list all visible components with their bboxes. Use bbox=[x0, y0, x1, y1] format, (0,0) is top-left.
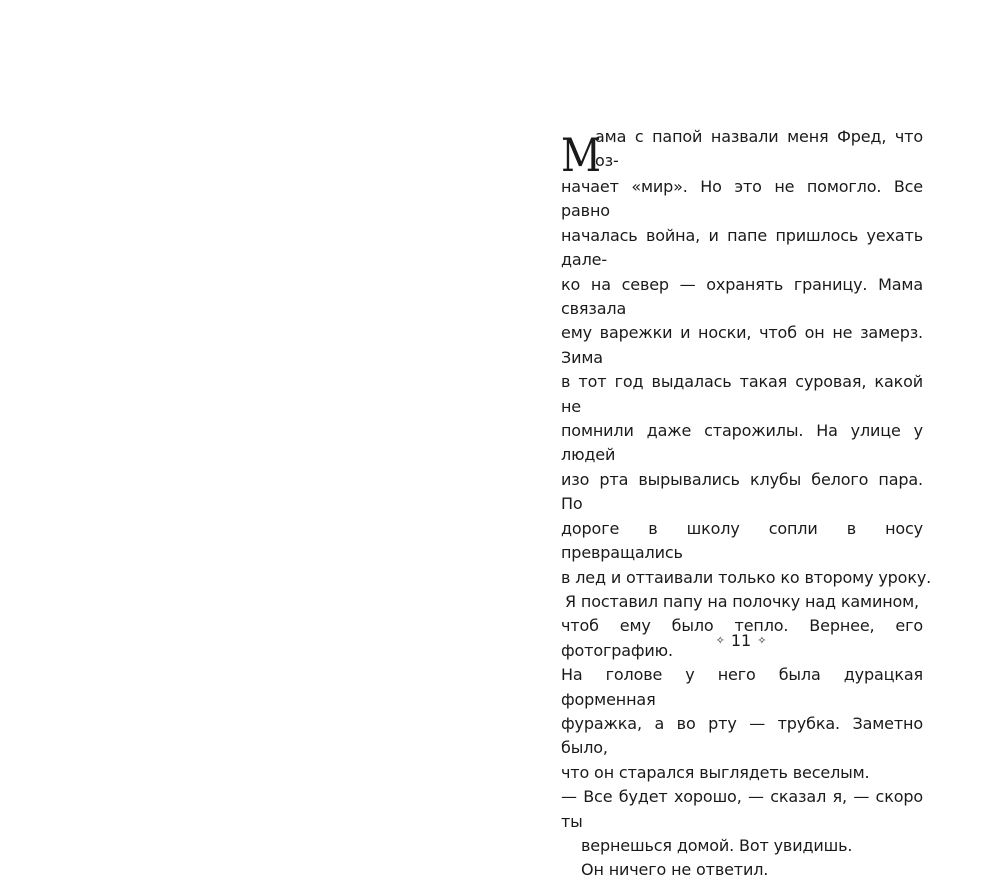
paragraph-1-line-5: ему варежки и носки, чтоб он не замерз. Зима bbox=[561, 323, 923, 367]
paragraph-1-line-3: началась война, и папе пришлось уехать дале- bbox=[561, 225, 923, 270]
paragraph-1-line-10: в лед и оттаивали только ко второму уроку. bbox=[561, 567, 932, 587]
drop-cap: М bbox=[561, 128, 601, 182]
paragraph-2-line-1: Я поставил папу на полочку над камином, bbox=[565, 591, 919, 611]
ornament-right-icon: ✧ bbox=[757, 633, 767, 647]
paragraph-1-line-1: ама с папой назвали меня Фред, что оз- bbox=[595, 127, 923, 170]
paragraph-3-line-1: — Все будет хорошо, — сказал я, — скоро ты bbox=[561, 787, 923, 831]
paragraph-1-line-4: ко на север — охранять границу. Мама связала bbox=[561, 274, 923, 319]
paragraph-2-line-5: что он старался выглядеть веселым. bbox=[561, 762, 870, 782]
paragraph-2-line-4: фуражка, а во рту — трубка. Заметно было, bbox=[561, 713, 923, 758]
paragraph-4-line-1: Он ничего не ответил. bbox=[581, 860, 769, 880]
paragraph-3-line-2: вернешься домой. Вот увидишь. bbox=[581, 835, 853, 855]
paragraph-1-line-9: дороге в школу сопли в носу превращались bbox=[561, 518, 923, 563]
paragraph-2-line-3: На голове у него была дурацкая форменная bbox=[561, 665, 923, 709]
page-number: 11 bbox=[730, 631, 752, 650]
paragraph-2-line-2: чтоб ему было тепло. Вернее, его фотографию. bbox=[561, 616, 923, 660]
paragraph-1-line-6: в тот год выдалась такая суровая, какой не bbox=[561, 372, 923, 416]
paragraph-1-line-8: изо рта вырывались клубы белого пара. По bbox=[561, 469, 923, 514]
page-text bbox=[561, 127, 941, 883]
paragraph-1-line-7: помнили даже старожилы. На улице у людей bbox=[561, 421, 923, 465]
page-folio bbox=[716, 631, 766, 650]
ornament-left-icon: ✧ bbox=[715, 633, 725, 647]
paragraph-1-line-2: начает «мир». Но это не помогло. Все равно bbox=[561, 177, 923, 221]
paragraph-1-first-line bbox=[561, 127, 923, 182]
